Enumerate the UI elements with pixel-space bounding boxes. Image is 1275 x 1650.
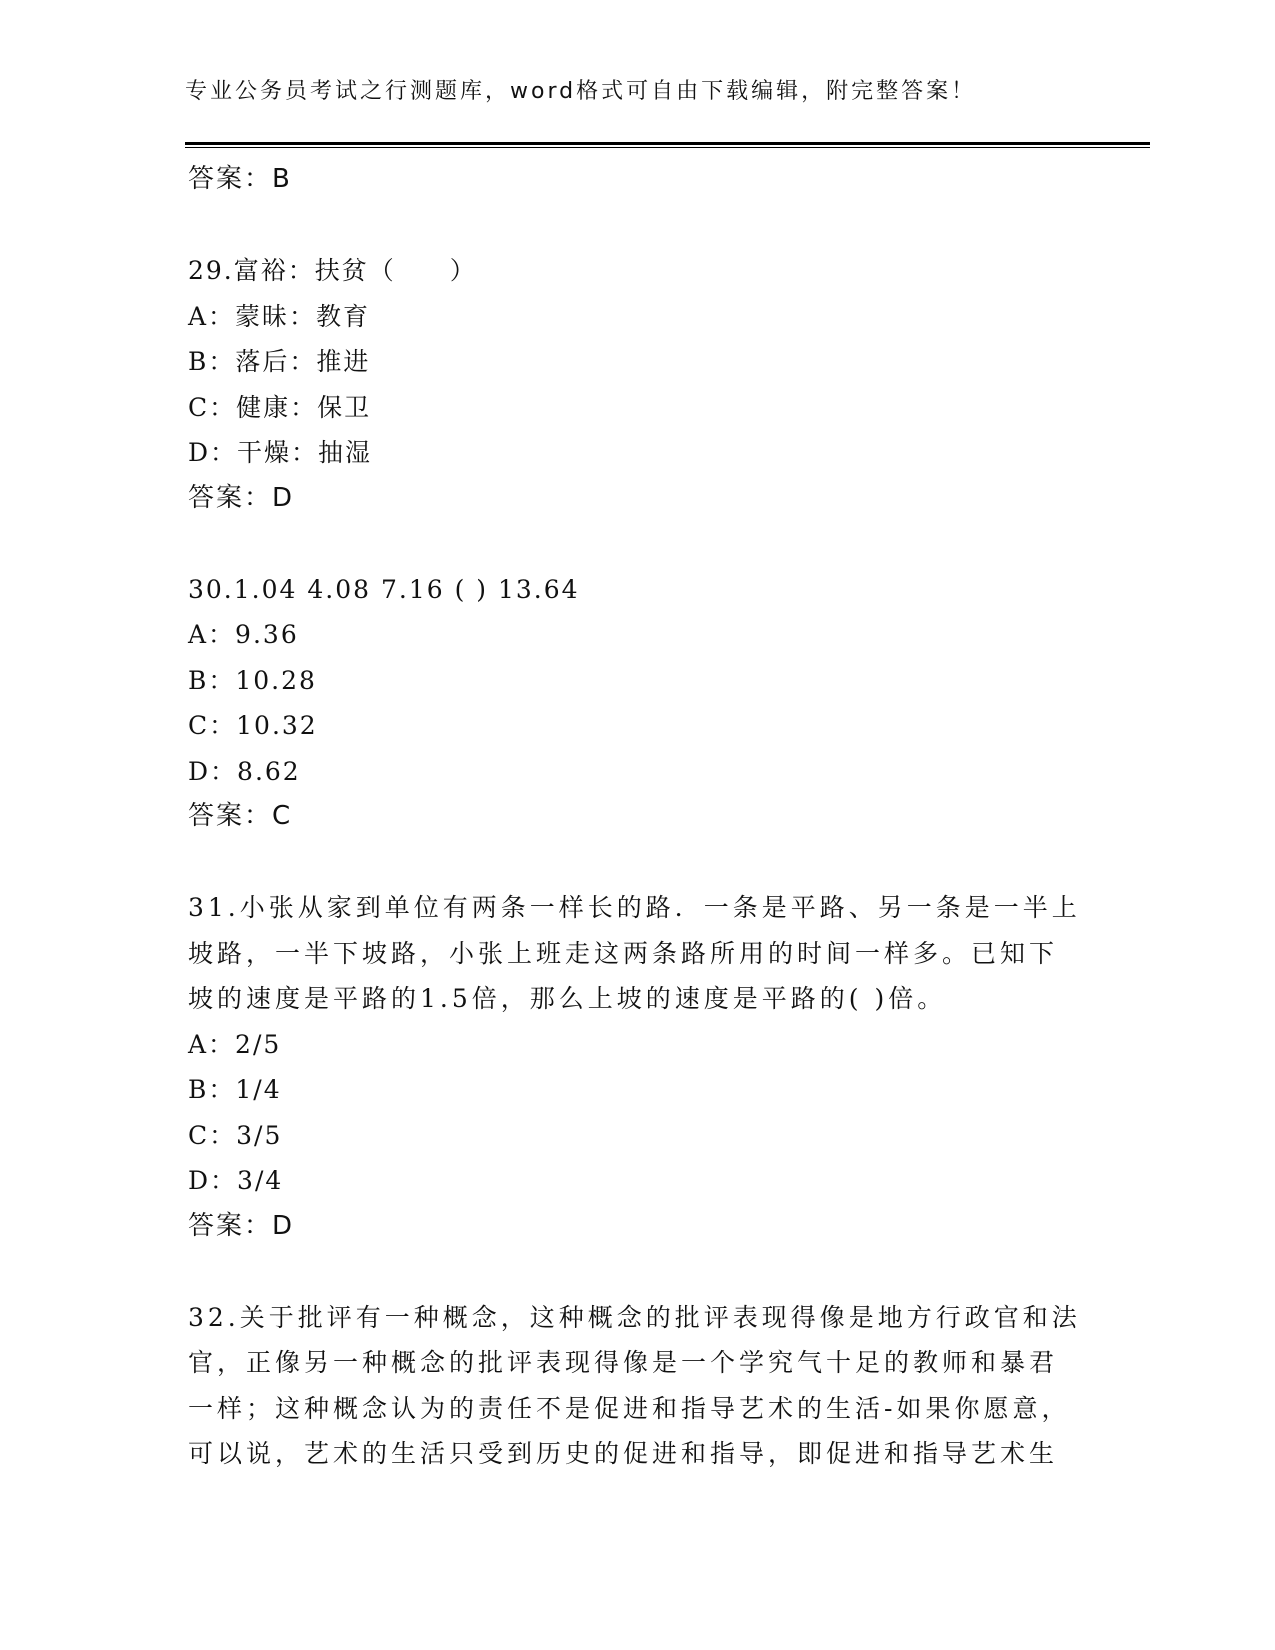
option-a: A：9.36 [188,620,299,649]
question-31 [188,885,1088,1249]
answer-line: 答案：B [188,164,292,194]
question-list [188,157,1088,1477]
header-rule-thick [185,142,1150,145]
question-32 [188,1295,1088,1477]
question-stem-line-2: 官，正像另一种概念的批评表现得像是一个学究气十足的教师和暴君 [188,1348,1059,1377]
question-stem-line-3: 坡的速度是平路的1.5倍，那么上坡的速度是平路的( )倍。 [188,984,947,1013]
question-stem-line-1: 32.关于批评有一种概念，这种概念的批评表现得像是地方行政官和法 [188,1302,1081,1332]
header-rule-thin [185,147,1150,148]
option-a: A：2/5 [188,1029,282,1059]
option-d: D：8.62 [188,756,301,786]
option-a: A：蒙昧：教育 [188,301,371,331]
question-30 [188,567,1088,840]
question-stem-line-1: 31.小张从家到单位有两条一样长的路．一条是平路、另一条是一半上 [188,893,1081,922]
option-d: D：3/4 [188,1166,284,1195]
option-c: C：3/5 [188,1120,283,1150]
answer-line: 答案：D [188,482,295,513]
option-d: D：干燥：抽湿 [188,438,373,467]
page-header: 专业公务员考试之行测题库，word格式可自由下载编辑，附完整答案！ [185,79,977,104]
option-b: B：10.28 [188,665,317,695]
spacer [188,1249,1088,1295]
question-stem-line-3: 一样；这种概念认为的责任不是促进和指导艺术的生活-如果你愿意， [188,1393,1071,1423]
question-stem-line-2: 坡路，一半下坡路，小张上班走这两条路所用的时间一样多。已知下 [188,938,1059,968]
question-stem: 30.1.04 4.08 7.16 ( ) 13.64 [188,574,580,604]
option-c: C：10.32 [188,711,318,740]
spacer [188,521,1088,567]
spacer [188,203,1088,249]
option-c: C：健康：保卫 [188,392,372,422]
question-29 [188,248,1088,521]
question-stem-line-4: 可以说，艺术的生活只受到历史的促进和指导，即促进和指导艺术生 [188,1439,1059,1468]
answer-line: 答案：D [188,1210,295,1241]
option-b: B：1/4 [188,1075,282,1104]
spacer [188,840,1088,886]
question-stem: 29.富裕：扶贫（ ） [188,256,477,285]
answer-line: 答案：C [188,801,293,831]
option-b: B：落后：推进 [188,347,371,376]
